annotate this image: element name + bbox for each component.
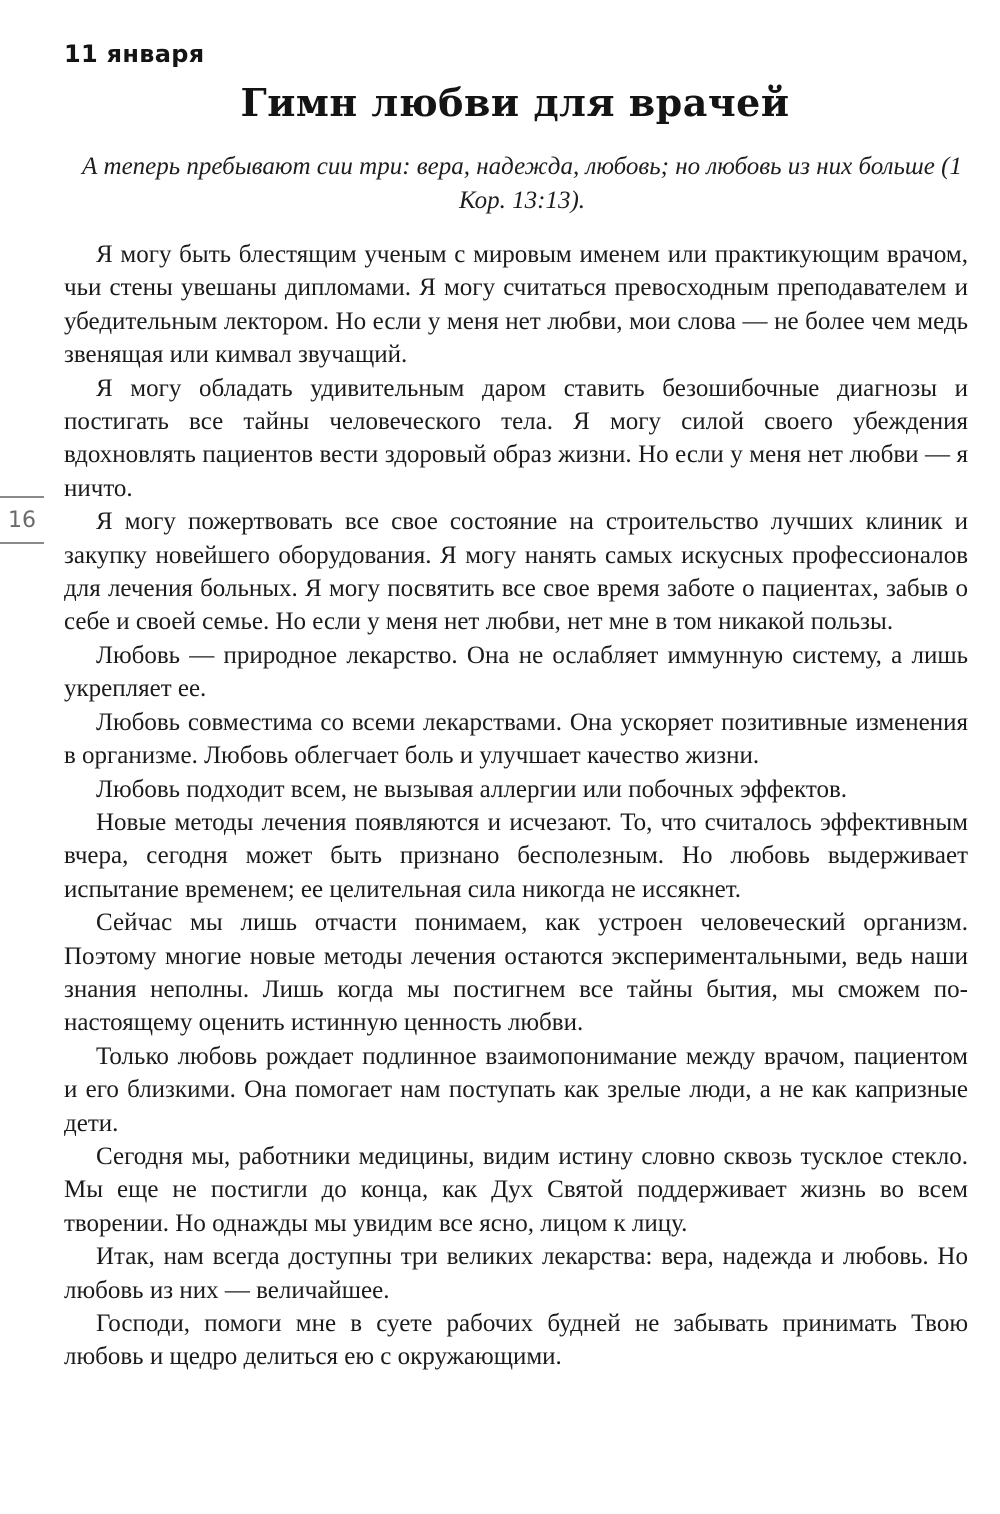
epigraph: А теперь пребывают сии три: вера, надежда, любовь; но любовь из них больше (1 Кор. 13:13). xyxy=(82,153,962,214)
paragraph: Сегодня мы, работники медицины, видим истину словно сквозь тусклое стекло. Мы еще не постигли до конца, как Дух Святой поддерживает жизнь во всем творении. Но однажды мы увидим все ясно, лицом к лицу. xyxy=(64,1142,968,1237)
paragraph: Итак, нам всегда доступны три великих лекарства: вера, надежда и любовь. Но любовь из них — величайшее. xyxy=(64,1243,968,1304)
paragraph: Любовь подходит всем, не вызывая аллергии или побочных эффектов. xyxy=(96,775,848,803)
paragraph: Новые методы лечения появляются и исчезают. То, что считалось эффективным вчера, сегодня может быть признано бесполезным. Но любовь выдерживает испытание временем; ее целительная сила никогда не иссякнет. xyxy=(64,808,968,903)
paragraph: Только любовь рождает подлинное взаимопонимание между врачом, пациентом и его близкими. Она помогает нам поступать как зрелые люди, а не как капризные дети. xyxy=(64,1042,968,1137)
paragraph: Сейчас мы лишь отчасти понимаем, как устроен человеческий организм. Поэтому многие новые методы лечения остаются экспериментальными, ведь наши знания неполны. Лишь когда мы постигнем все тайны бытия, мы сможем по-настоящему оценить истинную ценность любви. xyxy=(64,909,968,1037)
paragraph: Господи, помоги мне в суете рабочих будней не забывать принимать Твою любовь и щедро делиться ею с окружающими. xyxy=(64,1310,968,1371)
paragraph: Любовь совместима со всеми лекарствами. Она ускоряет позитивные изменения в организме. Любовь облегчает боль и улучшает качество жизни. xyxy=(64,708,968,770)
page-date: 11 января xyxy=(64,40,205,68)
paragraph: Я могу пожертвовать все свое состояние на строительство лучших клиник и закупку новейшего оборудования. Я могу нанять самых искусных профессионалов для лечения больных. Я могу посвятить все свое время заботе о пациентах, забыв о себе и своей семье. Но если у меня нет любви, нет мне в том никакой пользы. xyxy=(64,508,968,636)
paragraph: Я могу обладать удивительным даром ставить безошибочные диагнозы и постигать все тайны человеческого тела. Я могу силой своего убеждения вдохновлять пациентов вести здоровый образ жизни. Но если у меня нет любви — я ничто. xyxy=(64,374,968,502)
paragraph: Любовь — природное лекарство. Она не ослабляет иммунную систему, а лишь укрепляет ее. xyxy=(64,641,968,703)
page-title: Гимн любви для врачей xyxy=(240,80,790,125)
page-number: 16 xyxy=(0,496,44,544)
paragraph: Я могу быть блестящим ученым с мировым именем или практикующим врачом, чьи стены увешаны дипломами. Я могу считаться превосходным преподавателем и убедительным лектором. Но если у меня нет любви, мои слова — не более чем медь звенящая или кимвал звучащий. xyxy=(64,241,968,369)
article-body xyxy=(64,238,968,1374)
